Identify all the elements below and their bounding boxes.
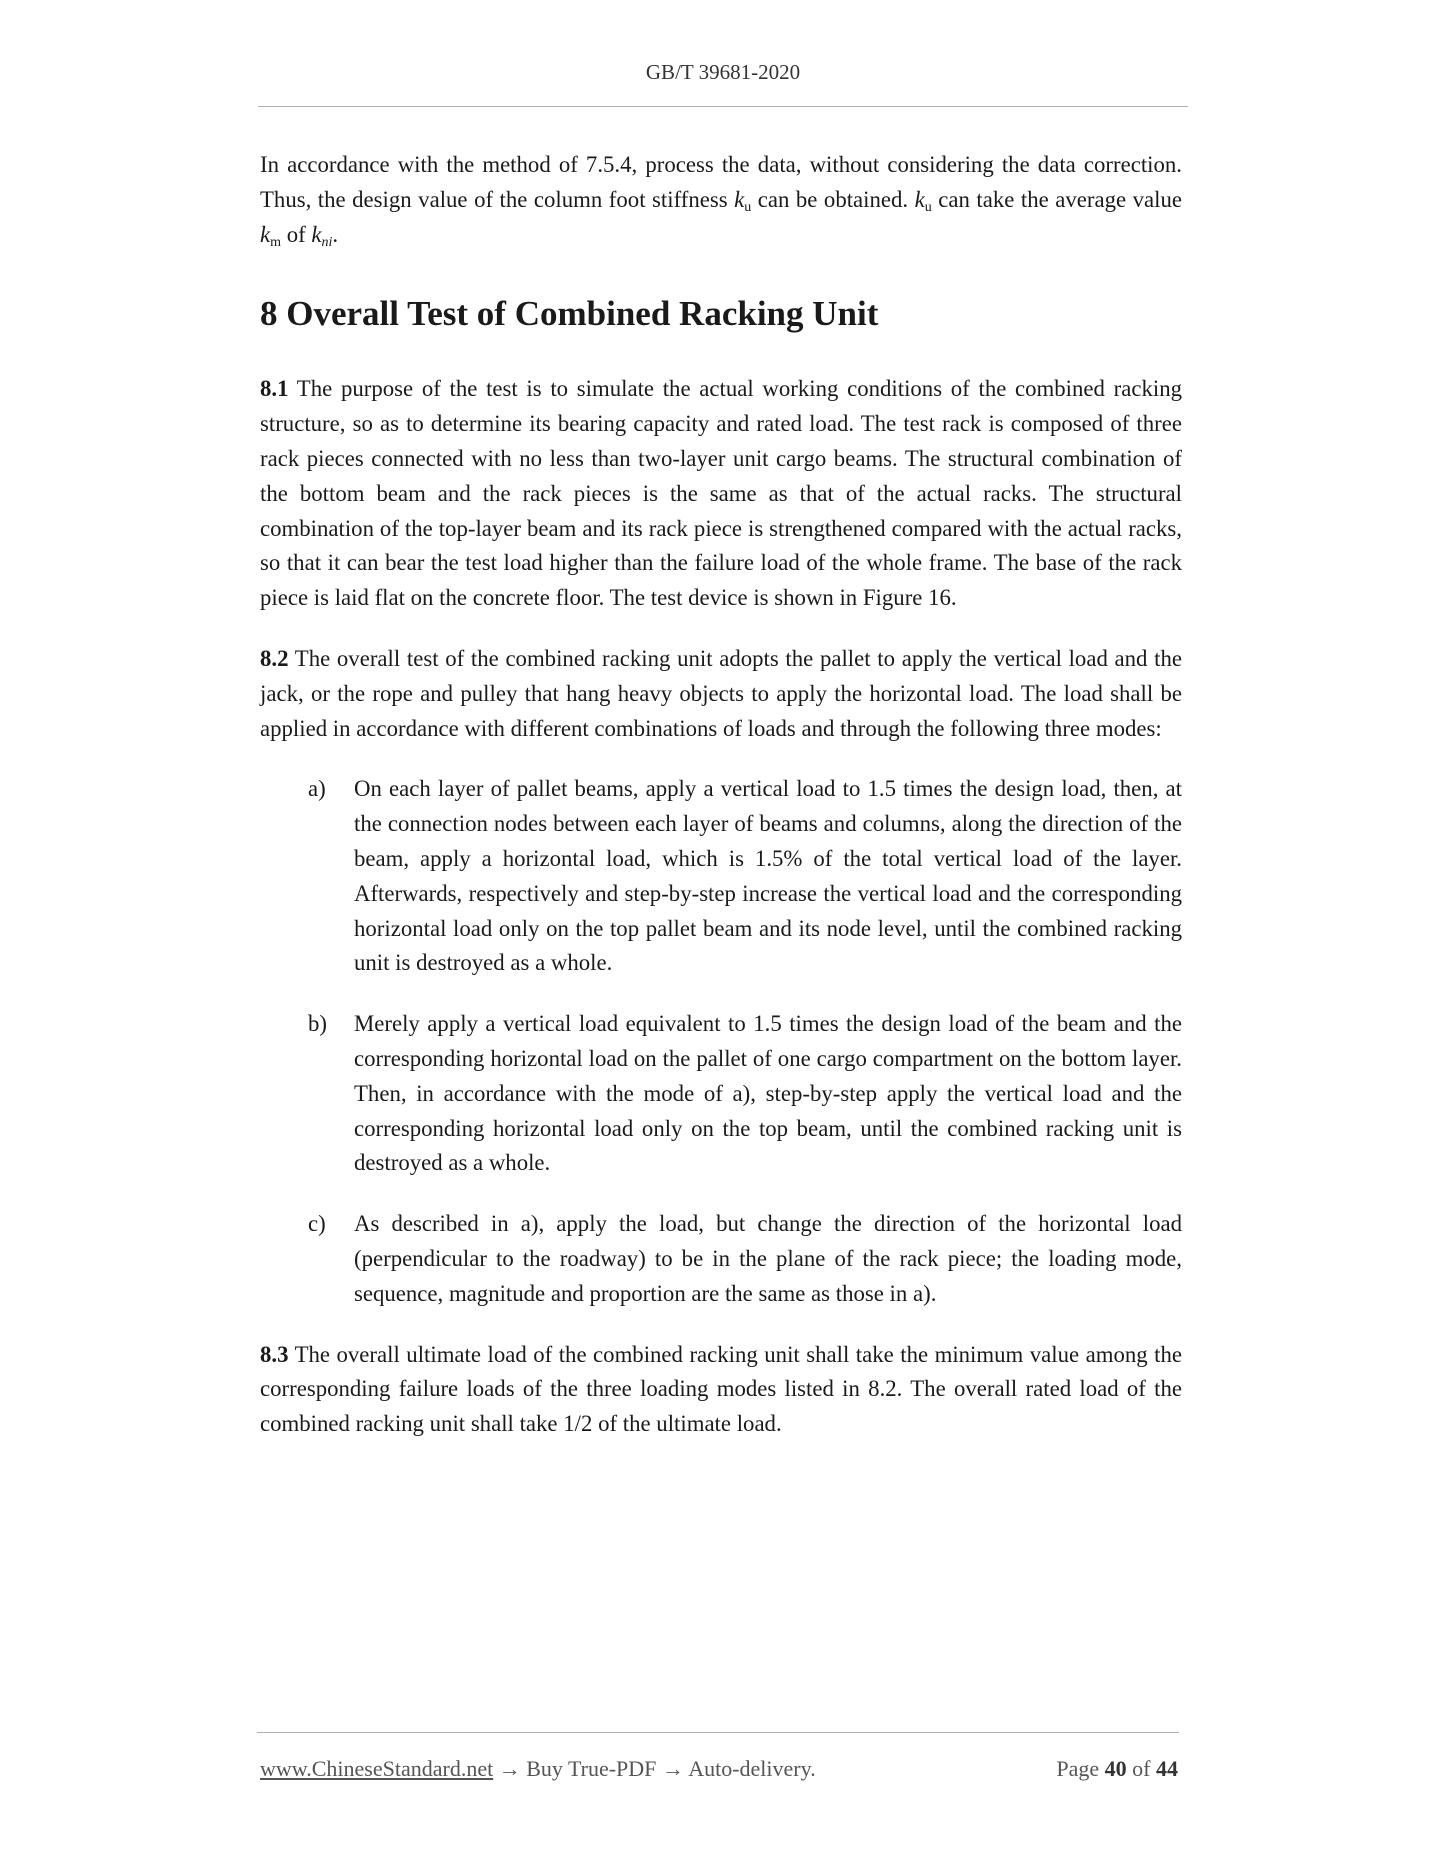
auto-delivery-text: Auto-delivery.: [688, 1756, 816, 1781]
buy-pdf-text: Buy True-PDF: [526, 1756, 657, 1781]
clause-8-3: 8.3 The overall ultimate load of the combined racking unit shall take the minimum value among the corresponding failure loads of the three loading modes listed in 8.2. The overall rated load of the combined racking unit shall take 1/2 of the ultimate load.: [260, 1341, 1182, 1437]
list-item-c: [308, 1207, 1182, 1311]
list-marker: a): [308, 776, 326, 802]
list-item-a: [308, 772, 1182, 981]
website-link[interactable]: www.ChineseStandard.net: [260, 1756, 494, 1781]
arrow-icon: →: [661, 1756, 684, 1781]
arrow-icon: →: [498, 1756, 521, 1781]
page-body: [260, 148, 1182, 1468]
section-heading: 8 Overall Test of Combined Racking Unit: [260, 294, 879, 334]
footer-links: [260, 1756, 816, 1782]
clause-8-1: 8.1 The purpose of the test is to simulate the actual working conditions of the combined racking structure, so as to determine its bearing capacity and rated load. The test rack is composed of three rack pieces connected with no less than two-layer unit cargo beams. The structural combination of the bottom beam and the rack pieces is the same as that of the actual racks. The structural combination of the top-layer beam and its rack piece is strengthened compared with the actual racks, so that it can bear the test load higher than the failure load of the whole frame. The base of the rack piece is laid flat on the concrete floor. The test device is shown in Figure 16.: [260, 376, 1182, 611]
clause-number: 8.3: [260, 1341, 289, 1367]
list-marker: b): [308, 1011, 327, 1037]
document-code-header: GB/T 39681-2020: [645, 60, 801, 84]
page-footer: [260, 1756, 1178, 1782]
clause-number: 8.1: [260, 376, 289, 402]
intro-paragraph: In accordance with the method of 7.5.4, process the data, without considering the data correction. Thus, the design value of the column foot stiffness $k_u$ can be obtained. $k_u$ can take the average value $k_m$ of $k_{ni}$.: [260, 152, 1182, 250]
header-divider: [258, 106, 1188, 107]
list-item-text: As described in a), apply the load, but change the direction of the horizontal load (perpendicular to the roadway) to be in the plane of the rack piece; the loading mode, sequence, magnitude and proportion are the same as those in a).: [354, 1211, 1182, 1306]
page-number: Page 40 of 44: [1056, 1756, 1178, 1781]
footer-divider: [257, 1732, 1179, 1733]
clause-number: 8.2: [260, 645, 289, 671]
clause-8-2: 8.2 The overall test of the combined racking unit adopts the pallet to apply the vertical load and the jack, or the rope and pulley that hang heavy objects to apply the horizontal load. The load shall be applied in accordance with different combinations of loads and through the following three modes:: [260, 645, 1182, 741]
list-item-b: [308, 1007, 1182, 1181]
list-item-text: On each layer of pallet beams, apply a vertical load to 1.5 times the design load, then, at the connection nodes between each layer of beams and columns, along the direction of the beam, apply a horizontal load, which is 1.5% of the total vertical load of the layer. Afterwards, respectively and step-by-step increase the vertical load and the corresponding horizontal load only on the top pallet beam and its node level, until the combined racking unit is destroyed as a whole.: [354, 776, 1182, 976]
list-marker: c): [308, 1211, 326, 1237]
list-item-text: Merely apply a vertical load equivalent to 1.5 times the design load of the beam and the corresponding horizontal load on the pallet of one cargo compartment on the bottom layer. Then, in accordance with the mode of a), step-by-step apply the vertical load and the corresponding horizontal load only on the top beam, until the combined racking unit is destroyed as a whole.: [354, 1011, 1182, 1176]
